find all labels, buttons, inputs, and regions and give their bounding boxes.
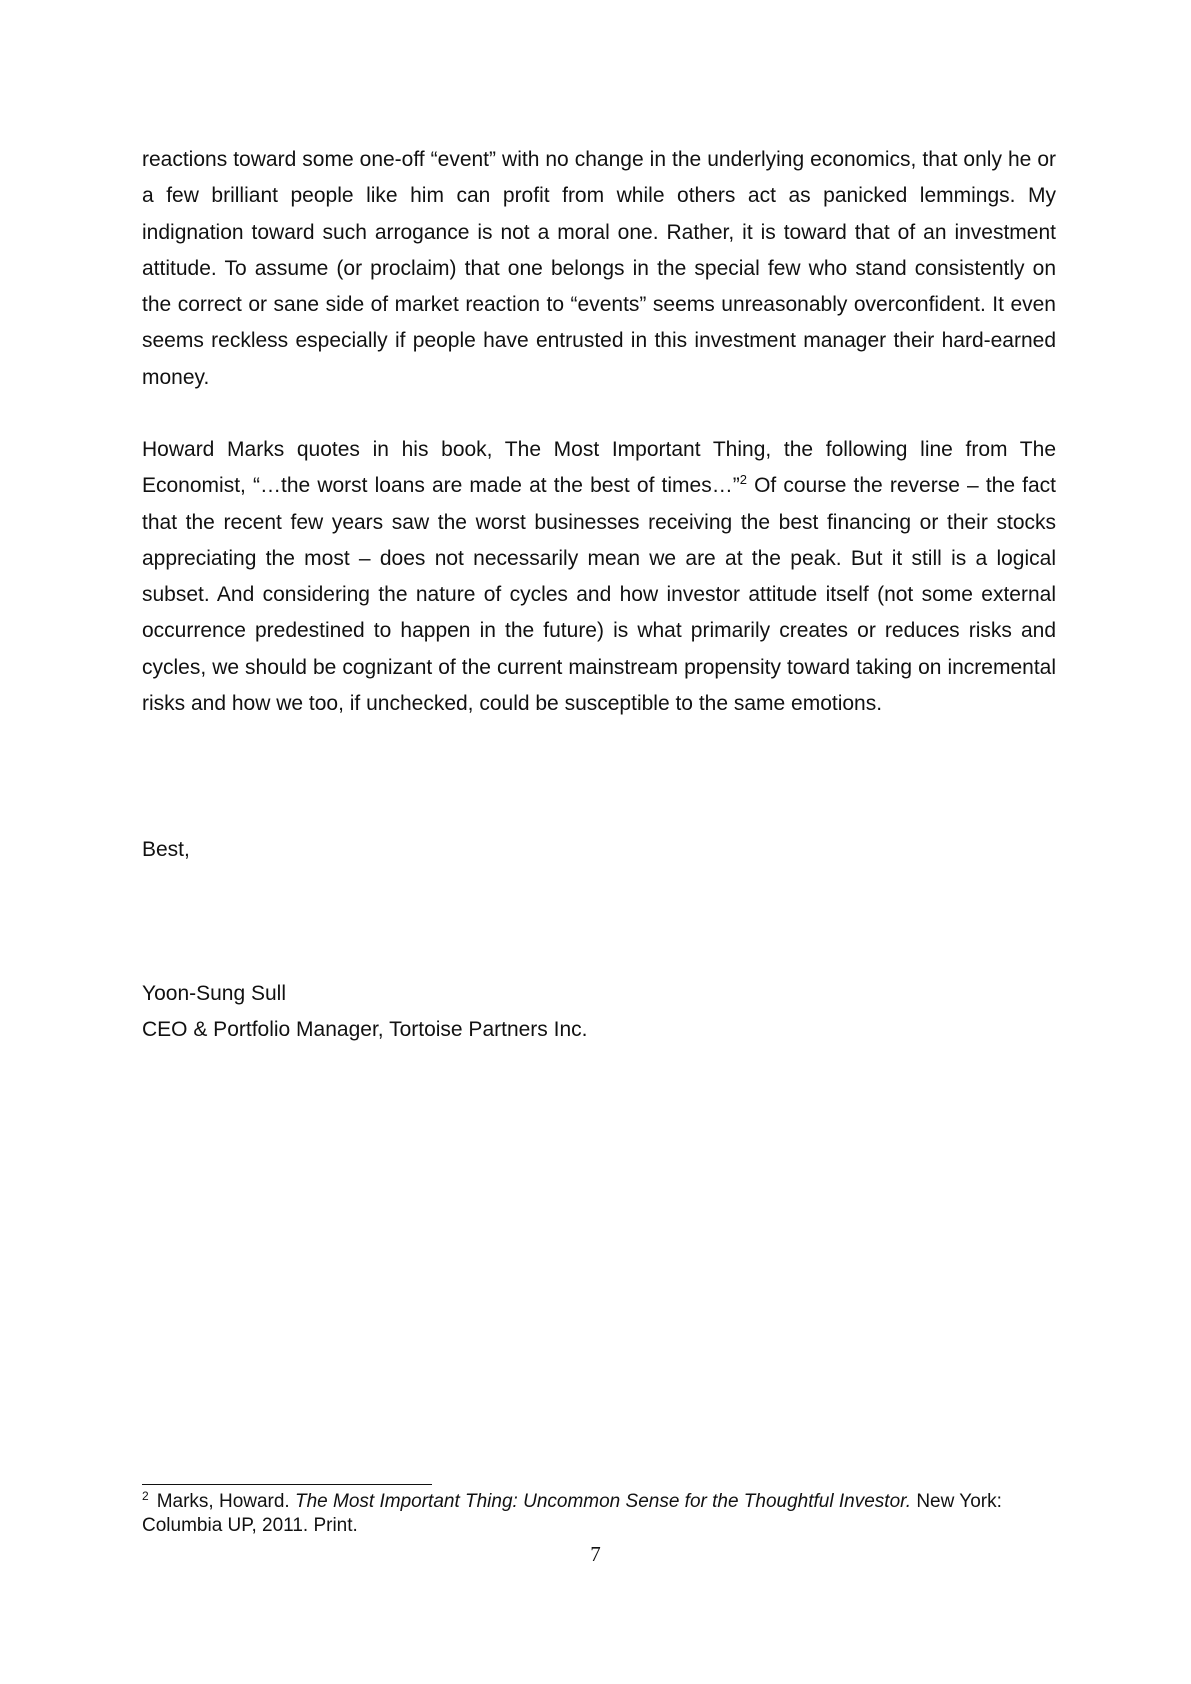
paragraph-howard-marks — [142, 432, 1056, 722]
footnote-publication: New York: Columbia UP, 2011. Print. — [142, 1491, 1002, 1536]
footnote-reference: 2 — [739, 472, 747, 488]
footnote — [142, 1490, 1056, 1538]
signature-title: CEO & Portfolio Manager, Tortoise Partners Inc. — [142, 1018, 588, 1041]
footnote-author: Marks, Howard. — [156, 1491, 295, 1512]
paragraph-arrogance: reactions toward some one-off “event” with no change in the underlying economics, that only he or a few brilliant people like him can profit from while others act as panicked lemmings. My indignation toward such arrogance is not a moral one. Rather, it is toward that of an investment attitude. To assume (or proclaim) that one belongs in the special few who stand consistently on the correct or sane side of market reaction to “events” seems unreasonably overconfident. It even seems reckless especially if people have entrusted in this investment manager their hard-earned money. — [142, 148, 1056, 389]
paragraph-text-after-ref: Of course the reverse – the fact that the recent few years saw the worst businesses receiving the best financing or their stocks appreciating the most – does not necessarily mean we are at the peak. But it still is a logical subset. And considering the nature of cycles and how investor attitude itself (not some external occurrence predestined to happen in the future) is what primarily creates or reduces risks and cycles, we should be cognizant of the current mainstream propensity toward taking on incremental risks and how we too, if unchecked, could be susceptible to the same emotions. — [142, 474, 1056, 716]
closing-salutation: Best, — [142, 838, 190, 861]
footnote-divider — [142, 1484, 432, 1485]
signature-name: Yoon-Sung Sull — [142, 982, 287, 1005]
paragraph-text-before-ref: Howard Marks quotes in his book, The Most Important Thing, the following line from The Economist, “…the worst loans are made at the best of times…” — [142, 438, 1056, 498]
footnote-book-title: The Most Important Thing: Uncommon Sense for the Thoughtful Investor. — [295, 1491, 912, 1512]
page-number: 7 — [590, 1542, 601, 1566]
footnote-mark: 2 — [142, 1488, 149, 1503]
